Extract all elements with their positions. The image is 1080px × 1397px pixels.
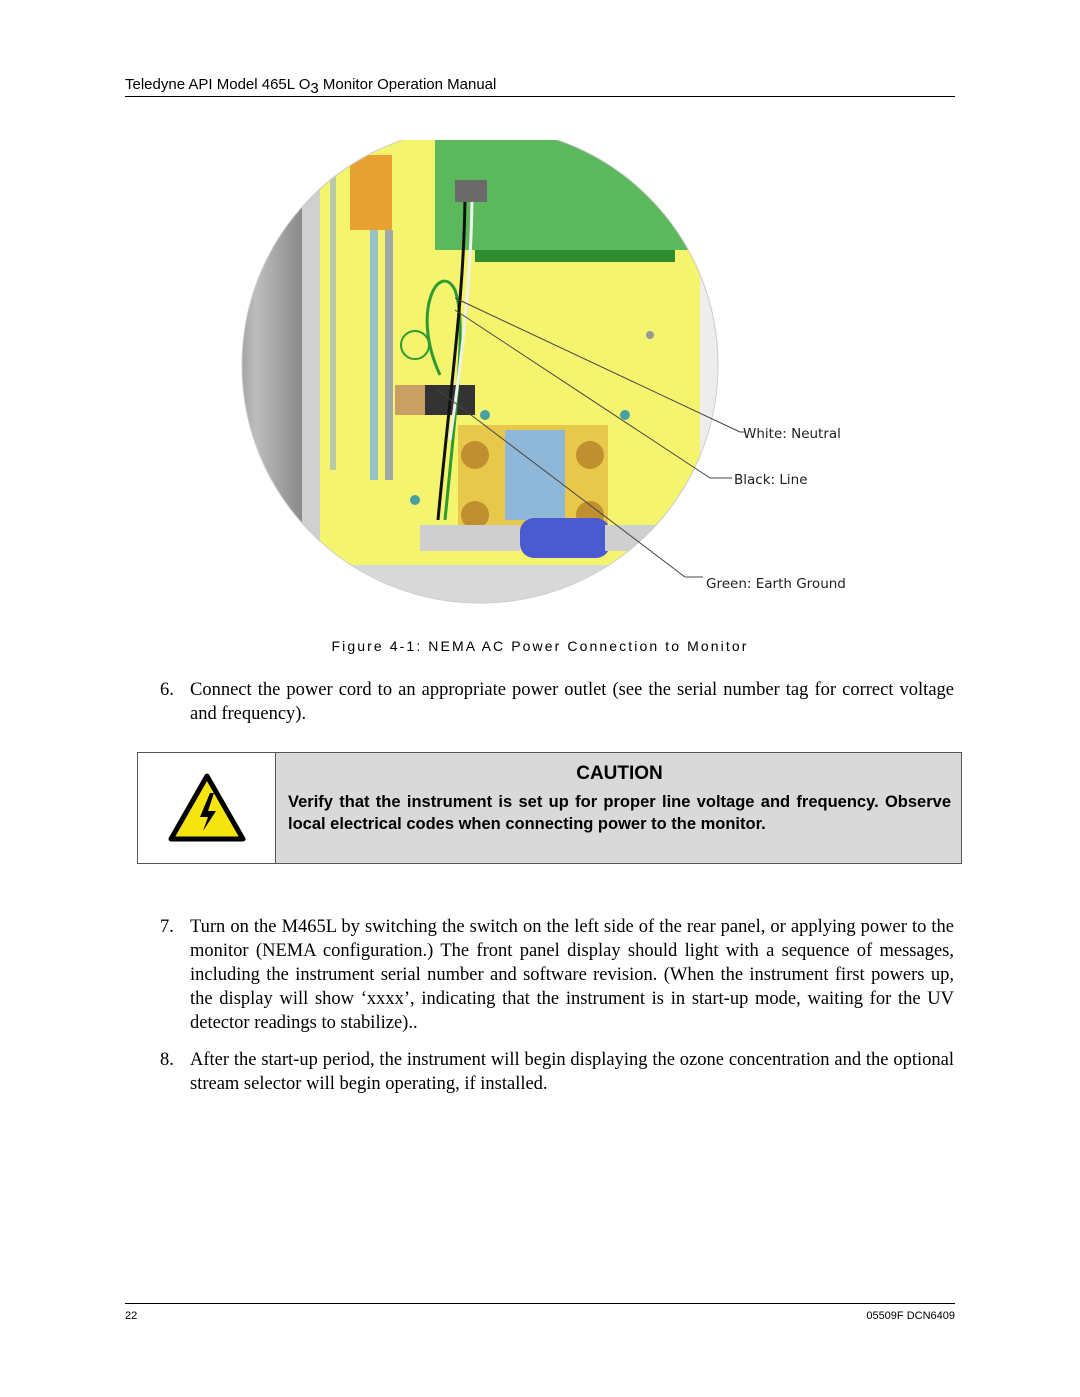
step-8 [160,1048,954,1096]
header-title: Teledyne API Model 465L O [125,76,311,93]
step-number: 7. [160,917,174,937]
caution-title: CAUTION [576,763,663,784]
caution-text-cell [276,753,961,863]
document-number: 05509F DCN6409 [866,1310,955,1322]
high-voltage-warning-icon [168,773,246,843]
figure-caption: Figure 4-1: NEMA AC Power Connection to Monitor [331,638,749,654]
step-text: Connect the power cord to an appropriate power outlet (see the serial number tag for correct voltage and frequency). [190,680,954,724]
step-text: After the start-up period, the instrument will begin displaying the ozone concentration and the optional stream selector will begin operating, if installed. [190,1050,954,1094]
header-title-end: Monitor Operation Manual [318,76,497,93]
label-white-neutral: White: Neutral [743,426,841,442]
label-green-earth-ground: Green: Earth Ground [706,576,846,592]
step-number: 6. [160,680,174,700]
power-connection-illustration [210,140,910,610]
page-number: 22 [125,1310,138,1322]
figure-power-connection [210,140,910,610]
header-subscript: 3 [310,80,319,97]
step-text: Turn on the M465L by switching the switch on the left side of the rear panel, or applying power to the monitor (NEMA configuration.) The front panel display should light with a sequence of messages, including the instrument serial number and software revision. (When the instrument first powers up, the display will show ‘xxxx’, indicating that the instrument is in start-up mode, waiting for the UV detector readings to stabilize).. [190,917,954,1033]
step-number: 8. [160,1050,174,1070]
label-black-line: Black: Line [734,472,808,488]
caution-text: Verify that the instrument is set up for proper line voltage and frequency. Observe local electrical codes when connecting power to the monitor. [288,793,951,833]
caution-icon-cell [138,753,276,863]
step-7 [160,915,954,1035]
page-header [125,76,955,97]
page-footer [125,1303,955,1322]
step-6 [160,678,954,726]
caution-box [137,752,962,864]
